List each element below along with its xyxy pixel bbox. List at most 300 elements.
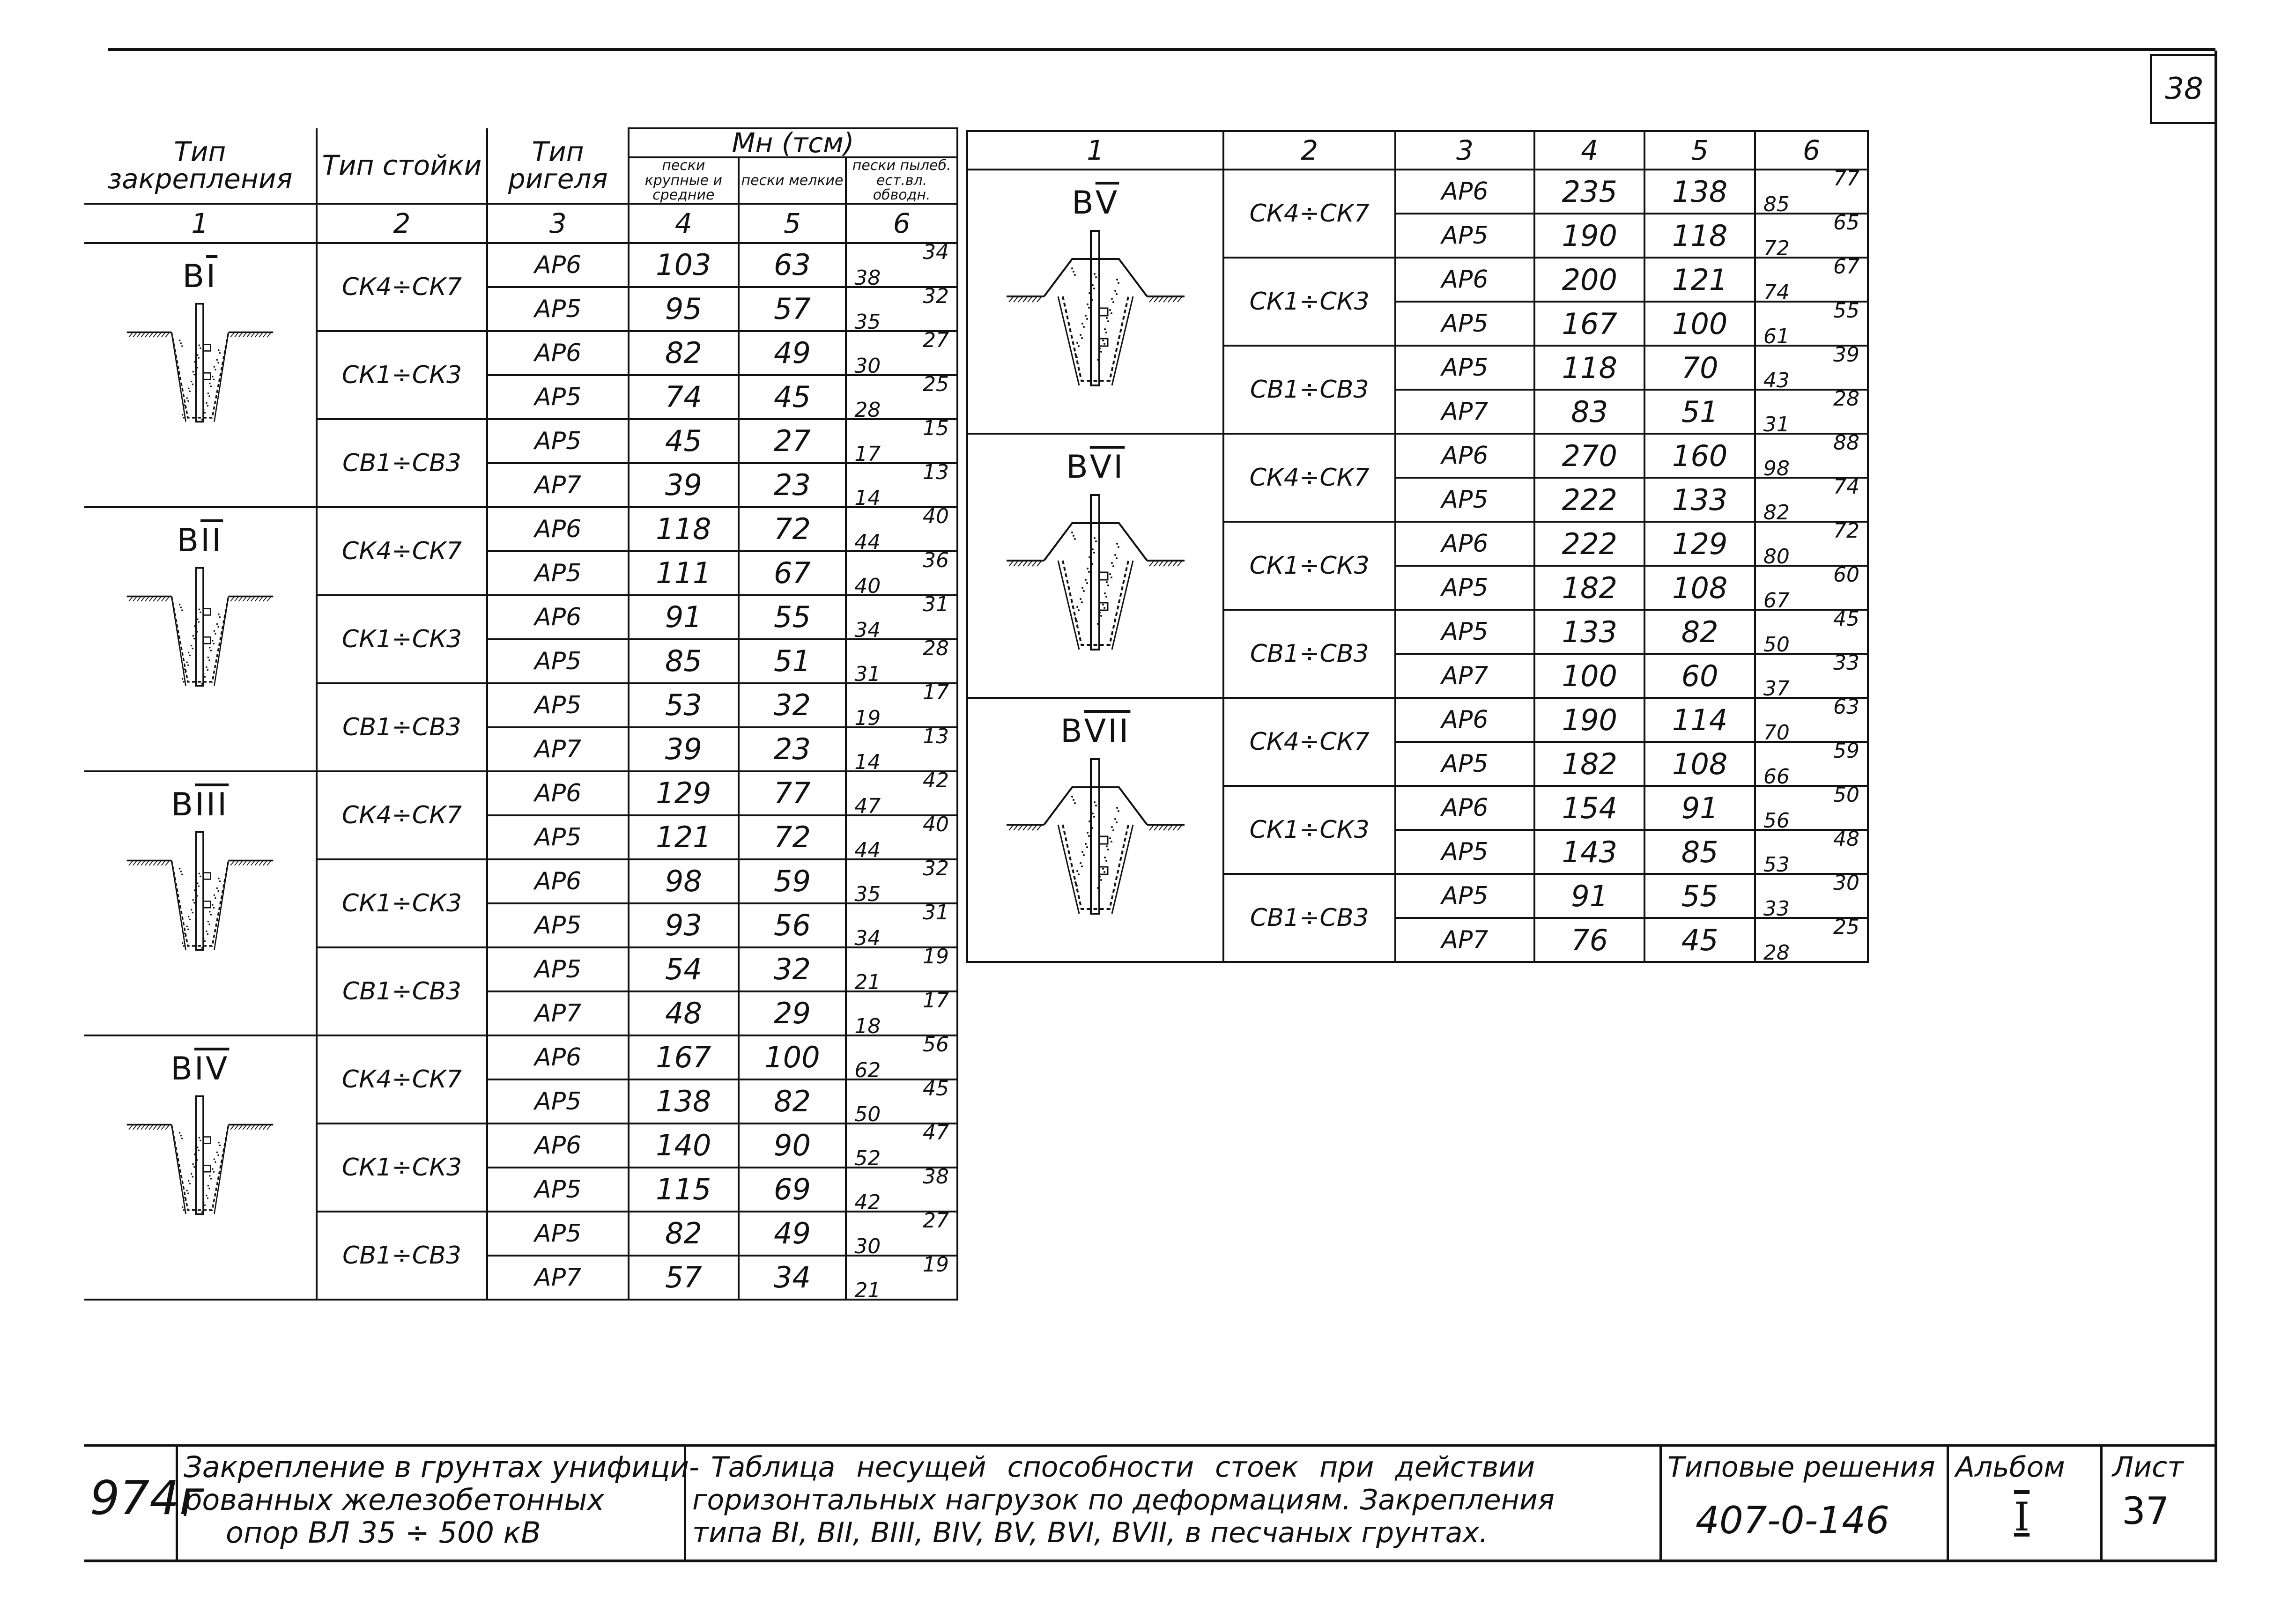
stand-type-cell: СВ1÷СВ3	[1223, 610, 1395, 698]
silty-sand-value-cell	[846, 988, 957, 1038]
coarse-sand-value-cell: 138	[629, 1079, 739, 1124]
fine-sand-value-cell: 90	[739, 1124, 846, 1168]
silty-sand-value-cell	[1755, 651, 1868, 701]
stand-type-cell: СК1÷СК3	[1223, 522, 1395, 610]
album-label: Альбом	[1955, 1451, 2065, 1484]
fine-sand-value-cell: 51	[1644, 390, 1755, 434]
silty-sand-natural-value: 50	[1763, 633, 1790, 657]
silty-sand-natural-value: 80	[1763, 545, 1790, 569]
colnum: 5	[1644, 131, 1755, 170]
description-line: Закрепление в грунтах унифици-	[184, 1450, 700, 1484]
silty-sand-natural-value: 56	[1763, 809, 1790, 833]
silty-sand-value-cell	[846, 680, 957, 730]
coarse-sand-value-cell: 182	[1534, 742, 1644, 786]
silty-sand-natural-value: 50	[854, 1102, 881, 1126]
silty-sand-value-cell	[846, 1032, 957, 1082]
silty-sand-natural-value: 61	[1763, 325, 1790, 348]
silty-sand-saturated-value: 31	[923, 900, 949, 924]
stand-type-cell: СК1÷СК3	[1223, 258, 1395, 346]
coarse-sand-value-cell: 74	[629, 375, 739, 419]
crossbar-code-cell: АР7	[487, 727, 629, 771]
fine-sand-value-cell: 45	[1644, 918, 1755, 962]
table-row	[84, 243, 957, 287]
coarse-sand-value-cell: 118	[629, 507, 739, 551]
fixing-type-cell	[967, 434, 1223, 698]
silty-sand-saturated-value: 36	[923, 548, 949, 572]
crossbar-code-cell: АР5	[1395, 830, 1534, 874]
silty-sand-value-cell	[846, 240, 957, 290]
silty-sand-natural-value: 44	[854, 530, 881, 554]
colnum: 6	[846, 204, 957, 243]
silty-sand-value-cell	[846, 592, 957, 642]
fine-sand-value-cell: 118	[1644, 214, 1755, 258]
silty-sand-natural-value: 33	[1763, 897, 1790, 921]
fixing-type-label: $В\overline{II}$	[177, 522, 223, 559]
silty-sand-value-cell	[846, 1076, 957, 1126]
crossbar-code-cell: АР6	[487, 771, 629, 815]
crossbar-code-cell: АР5	[487, 903, 629, 947]
fine-sand-value-cell: 72	[739, 815, 846, 859]
colnum: 1	[84, 204, 317, 243]
coarse-sand-value-cell: 95	[629, 287, 739, 331]
fine-sand-value-cell: 63	[739, 243, 846, 287]
silty-sand-saturated-value: 32	[923, 856, 949, 880]
silty-sand-natural-value: 62	[854, 1058, 881, 1082]
sheet-title-line: горизонтальных нагрузок по деформациям. Закрепления	[692, 1484, 1555, 1516]
silty-sand-natural-value: 30	[854, 354, 881, 378]
fine-sand-value-cell: 32	[739, 947, 846, 991]
stand-type-cell: СК4÷СК7	[1223, 698, 1395, 786]
coarse-sand-value-cell: 100	[1534, 654, 1644, 698]
crossbar-code-cell: АР6	[487, 859, 629, 903]
silty-sand-saturated-value: 30	[1833, 871, 1859, 895]
fine-sand-value-cell: 55	[1644, 874, 1755, 918]
silty-sand-value-cell	[1755, 299, 1868, 348]
silty-sand-natural-value: 74	[1763, 281, 1790, 304]
trench-fixing-diagram-icon	[111, 1092, 289, 1247]
fixing-type-cell	[84, 1035, 317, 1300]
crossbar-code-cell: АР5	[487, 639, 629, 683]
fine-sand-value-cell: 114	[1644, 698, 1755, 742]
mound-fixing-diagram-icon	[995, 754, 1196, 932]
fixing-type-label: $В\overline{VII}$	[1060, 713, 1131, 750]
fixing-type-label: $В\overline{VI}$	[1066, 449, 1125, 486]
table-row	[84, 507, 957, 551]
coarse-sand-value-cell: 39	[629, 727, 739, 771]
coarse-sand-value-cell: 93	[629, 903, 739, 947]
silty-sand-saturated-value: 25	[1833, 915, 1859, 939]
title-block-top-line	[84, 1444, 2217, 1447]
fixing-type-label: $В\overline{V}$	[1072, 185, 1119, 222]
table-row	[967, 170, 1868, 214]
coarse-sand-value-cell: 57	[629, 1256, 739, 1300]
fixing-type-roman: $\overline{III}$	[195, 786, 229, 823]
table-row	[967, 434, 1868, 478]
coarse-sand-value-cell: 200	[1534, 258, 1644, 302]
fine-sand-value-cell: 100	[1644, 302, 1755, 346]
silty-sand-value-cell	[1755, 167, 1868, 216]
silty-sand-natural-value: 52	[854, 1146, 881, 1170]
fine-sand-value-cell: 27	[739, 419, 846, 463]
silty-sand-value-cell	[1755, 475, 1868, 525]
colnum: 3	[1395, 131, 1534, 170]
silty-sand-natural-value: 31	[1763, 413, 1790, 436]
coarse-sand-value-cell: 98	[629, 859, 739, 903]
silty-sand-saturated-value: 59	[1833, 739, 1859, 763]
silty-sand-natural-value: 34	[854, 618, 881, 642]
fine-sand-value-cell: 69	[739, 1168, 846, 1212]
silty-sand-value-cell	[1755, 739, 1868, 789]
silty-sand-value-cell	[1755, 695, 1868, 745]
colnum: 4	[629, 204, 739, 243]
fine-sand-value-cell: 55	[739, 595, 846, 639]
stand-type-cell: СВ1÷СВ3	[317, 1212, 488, 1300]
silty-sand-natural-value: 17	[854, 442, 881, 466]
sheet-title-line: типа ВI, ВII, ВIII, ВIV, ВV, ВVI, ВVII, в песчаных грунтах.	[692, 1516, 1489, 1549]
mound-fixing-diagram-icon	[995, 490, 1196, 668]
crossbar-code-cell: АР6	[487, 243, 629, 287]
silty-sand-saturated-value: 13	[923, 724, 949, 748]
coarse-sand-value-cell: 118	[1534, 346, 1644, 390]
coarse-sand-value-cell: 270	[1534, 434, 1644, 478]
silty-sand-saturated-value: 40	[923, 504, 949, 528]
header-fine-sand: пески мелкие	[739, 157, 846, 204]
silty-sand-natural-value: 38	[854, 266, 881, 290]
crossbar-code-cell: АР7	[487, 991, 629, 1035]
crossbar-code-cell: АР5	[487, 375, 629, 419]
silty-sand-value-cell	[846, 944, 957, 994]
silty-sand-saturated-value: 77	[1833, 167, 1859, 191]
trench-fixing-diagram-icon	[111, 300, 289, 454]
silty-sand-saturated-value: 32	[923, 284, 949, 308]
stand-type-cell: СК1÷СК3	[317, 595, 488, 683]
mound-fixing-diagram-icon	[995, 226, 1196, 404]
bottom-frame-line	[84, 1560, 2217, 1562]
silty-sand-natural-value: 14	[854, 486, 881, 510]
crossbar-code-cell: АР5	[487, 1079, 629, 1124]
silty-sand-saturated-value: 38	[923, 1164, 949, 1189]
silty-sand-natural-value: 34	[854, 926, 881, 950]
fine-sand-value-cell: 49	[739, 331, 846, 375]
silty-sand-saturated-value: 55	[1833, 299, 1859, 323]
silty-sand-natural-value: 28	[854, 398, 881, 422]
silty-sand-value-cell	[846, 328, 957, 378]
coarse-sand-value-cell: 45	[629, 419, 739, 463]
title-block-divider	[2100, 1446, 2103, 1560]
stand-type-cell: СВ1÷СВ3	[317, 947, 488, 1035]
fine-sand-value-cell: 121	[1644, 258, 1755, 302]
silty-sand-value-cell	[1755, 915, 1868, 965]
crossbar-code-cell: АР7	[487, 463, 629, 507]
fine-sand-value-cell: 70	[1644, 346, 1755, 390]
silty-sand-saturated-value: 45	[923, 1076, 949, 1101]
silty-sand-natural-value: 72	[1763, 237, 1790, 260]
fine-sand-value-cell: 23	[739, 463, 846, 507]
coarse-sand-value-cell: 167	[1534, 302, 1644, 346]
silty-sand-value-cell	[846, 504, 957, 554]
fine-sand-value-cell: 129	[1644, 522, 1755, 566]
crossbar-code-cell: АР6	[487, 1124, 629, 1168]
crossbar-code-cell: АР7	[1395, 654, 1534, 698]
stand-type-cell: СК1÷СК3	[317, 1124, 488, 1212]
silty-sand-natural-value: 21	[854, 1278, 881, 1302]
silty-sand-value-cell	[846, 1120, 957, 1170]
crossbar-code-cell: АР6	[1395, 434, 1534, 478]
silty-sand-value-cell	[846, 460, 957, 510]
silty-sand-value-cell	[846, 636, 957, 686]
silty-sand-natural-value: 14	[854, 750, 881, 774]
silty-sand-value-cell	[846, 284, 957, 334]
crossbar-code-cell: АР5	[487, 419, 629, 463]
silty-sand-saturated-value: 25	[923, 372, 949, 396]
coarse-sand-value-cell: 121	[629, 815, 739, 859]
crossbar-code-cell: АР5	[487, 1168, 629, 1212]
crossbar-code-cell: АР5	[487, 287, 629, 331]
fine-sand-value-cell: 72	[739, 507, 846, 551]
silty-sand-value-cell	[1755, 255, 1868, 304]
silty-sand-value-cell	[1755, 563, 1868, 613]
coarse-sand-value-cell: 83	[1534, 390, 1644, 434]
silty-sand-saturated-value: 19	[923, 1252, 949, 1277]
stand-type-cell: СК1÷СК3	[317, 331, 488, 419]
colnum: 2	[317, 204, 488, 243]
silty-sand-saturated-value: 31	[923, 592, 949, 616]
silty-sand-value-cell	[1755, 211, 1868, 260]
silty-sand-saturated-value: 47	[923, 1120, 949, 1145]
stand-type-cell: СК4÷СК7	[317, 507, 488, 595]
silty-sand-natural-value: 53	[1763, 853, 1790, 877]
colnum: 2	[1223, 131, 1395, 170]
silty-sand-saturated-value: 88	[1833, 431, 1859, 455]
table-row	[84, 1035, 957, 1079]
silty-sand-natural-value: 85	[1763, 192, 1790, 216]
table-row	[967, 698, 1868, 742]
fine-sand-value-cell: 108	[1644, 566, 1755, 610]
header-crossbar-type: Тип ригеля	[487, 128, 629, 204]
silty-sand-value-cell	[846, 1252, 957, 1302]
top-border-line	[108, 48, 2215, 51]
coarse-sand-value-cell: 39	[629, 463, 739, 507]
colnum: 1	[967, 131, 1223, 170]
silty-sand-value-cell	[846, 900, 957, 950]
crossbar-code-cell: АР5	[1395, 742, 1534, 786]
crossbar-code-cell: АР6	[1395, 170, 1534, 214]
crossbar-code-cell: АР5	[487, 947, 629, 991]
silty-sand-saturated-value: 67	[1833, 255, 1859, 279]
crossbar-code-cell: АР6	[487, 331, 629, 375]
silty-sand-saturated-value: 15	[923, 416, 949, 440]
fine-sand-value-cell: 138	[1644, 170, 1755, 214]
coarse-sand-value-cell: 91	[629, 595, 739, 639]
series-label: Типовые решения	[1667, 1451, 1935, 1484]
silty-sand-natural-value: 31	[854, 662, 881, 686]
coarse-sand-value-cell: 222	[1534, 522, 1644, 566]
silty-sand-value-cell	[1755, 519, 1868, 569]
header-coarse-sand: пески крупные и средние	[629, 157, 739, 204]
fine-sand-value-cell: 91	[1644, 786, 1755, 830]
silty-sand-natural-value: 18	[854, 1014, 881, 1038]
drawing-code: 974г	[90, 1471, 204, 1525]
fine-sand-value-cell: 57	[739, 287, 846, 331]
silty-sand-natural-value: 82	[1763, 501, 1790, 525]
right-column-numbers	[967, 131, 1868, 170]
left-column-numbers	[84, 204, 957, 243]
silty-sand-saturated-value: 27	[923, 328, 949, 352]
fixing-type-cell	[967, 698, 1223, 962]
silty-sand-natural-value: 44	[854, 838, 881, 862]
fine-sand-value-cell: 49	[739, 1212, 846, 1256]
coarse-sand-value-cell: 129	[629, 771, 739, 815]
silty-sand-natural-value: 35	[854, 310, 881, 334]
crossbar-code-cell: АР5	[1395, 214, 1534, 258]
crossbar-code-cell: АР7	[1395, 918, 1534, 962]
colnum: 5	[739, 204, 846, 243]
silty-sand-saturated-value: 50	[1833, 783, 1859, 807]
silty-sand-value-cell	[846, 372, 957, 422]
fine-sand-value-cell: 85	[1644, 830, 1755, 874]
fine-sand-value-cell: 100	[739, 1035, 846, 1079]
fixing-type-cell	[84, 771, 317, 1035]
silty-sand-value-cell	[1755, 343, 1868, 392]
title-block-divider	[1659, 1446, 1662, 1560]
fine-sand-value-cell: 59	[739, 859, 846, 903]
coarse-sand-value-cell: 85	[629, 639, 739, 683]
silty-sand-saturated-value: 65	[1833, 211, 1859, 235]
silty-sand-value-cell	[846, 856, 957, 906]
silty-sand-saturated-value: 28	[1833, 387, 1859, 411]
crossbar-code-cell: АР6	[487, 595, 629, 639]
fine-sand-value-cell: 29	[739, 991, 846, 1035]
left-capacity-table	[84, 127, 958, 1301]
trench-fixing-diagram-icon	[111, 828, 289, 983]
fine-sand-value-cell: 51	[739, 639, 846, 683]
crossbar-code-cell: АР5	[1395, 478, 1534, 522]
crossbar-code-cell: АР5	[487, 551, 629, 595]
silty-sand-saturated-value: 45	[1833, 607, 1859, 631]
coarse-sand-value-cell: 190	[1534, 214, 1644, 258]
coarse-sand-value-cell: 167	[629, 1035, 739, 1079]
silty-sand-saturated-value: 74	[1833, 475, 1859, 499]
silty-sand-value-cell	[1755, 387, 1868, 436]
silty-sand-saturated-value: 19	[923, 944, 949, 968]
fine-sand-value-cell: 23	[739, 727, 846, 771]
stand-type-cell: СВ1÷СВ3	[317, 683, 488, 771]
silty-sand-natural-value: 35	[854, 882, 881, 906]
silty-sand-value-cell	[846, 1164, 957, 1214]
silty-sand-natural-value: 47	[854, 794, 881, 818]
coarse-sand-value-cell: 53	[629, 683, 739, 727]
stand-type-cell: СК1÷СК3	[317, 859, 488, 947]
crossbar-code-cell: АР7	[1395, 390, 1534, 434]
coarse-sand-value-cell: 111	[629, 551, 739, 595]
crossbar-code-cell: АР5	[487, 683, 629, 727]
silty-sand-natural-value: 28	[1763, 941, 1790, 965]
colnum: 3	[487, 204, 629, 243]
silty-sand-value-cell	[1755, 607, 1868, 657]
stand-type-cell: СК1÷СК3	[1223, 786, 1395, 874]
crossbar-code-cell: АР5	[487, 1212, 629, 1256]
fixing-type-roman: $\overline{V}$	[1095, 185, 1119, 222]
crossbar-code-cell: АР5	[487, 815, 629, 859]
coarse-sand-value-cell: 143	[1534, 830, 1644, 874]
silty-sand-natural-value: 37	[1763, 677, 1790, 701]
coarse-sand-value-cell: 54	[629, 947, 739, 991]
silty-sand-natural-value: 70	[1763, 721, 1790, 745]
silty-sand-saturated-value: 40	[923, 812, 949, 836]
crossbar-code-cell: АР5	[1395, 566, 1534, 610]
coarse-sand-value-cell: 76	[1534, 918, 1644, 962]
coarse-sand-value-cell: 182	[1534, 566, 1644, 610]
stand-type-cell: СВ1÷СВ3	[1223, 874, 1395, 962]
fixing-type-cell	[967, 170, 1223, 434]
fine-sand-value-cell: 56	[739, 903, 846, 947]
coarse-sand-value-cell: 91	[1534, 874, 1644, 918]
colnum: 6	[1755, 131, 1868, 170]
drawing-description	[184, 1451, 699, 1549]
stand-type-cell: СК4÷СК7	[317, 771, 488, 859]
fixing-type-roman: $\overline{IV}$	[194, 1050, 230, 1087]
silty-sand-saturated-value: 39	[1833, 343, 1859, 367]
stand-type-cell: СК4÷СК7	[1223, 434, 1395, 522]
silty-sand-saturated-value: 17	[923, 680, 949, 704]
crossbar-code-cell: АР6	[1395, 698, 1534, 742]
series-number: 407-0-146	[1696, 1499, 1890, 1542]
sheet-title-line: Таблица несущей способности стоек при действии	[711, 1451, 1535, 1484]
silty-sand-saturated-value: 42	[923, 768, 949, 792]
right-frame-line	[2215, 51, 2217, 1561]
silty-sand-natural-value: 66	[1763, 765, 1790, 789]
stand-type-cell: СК4÷СК7	[317, 1035, 488, 1124]
fine-sand-value-cell: 67	[739, 551, 846, 595]
fixing-type-cell	[84, 507, 317, 771]
silty-sand-value-cell	[846, 724, 957, 774]
crossbar-code-cell: АР5	[1395, 874, 1534, 918]
silty-sand-saturated-value: 34	[923, 240, 949, 264]
crossbar-code-cell: АР6	[487, 507, 629, 551]
sheet-title	[692, 1451, 1555, 1549]
silty-sand-saturated-value: 60	[1833, 563, 1859, 587]
fine-sand-value-cell: 45	[739, 375, 846, 419]
right-capacity-table	[966, 130, 1869, 963]
description-line: опор ВЛ 35 ÷ 500 кВ	[226, 1515, 541, 1550]
silty-sand-saturated-value: 27	[923, 1208, 949, 1233]
silty-sand-value-cell	[846, 416, 957, 466]
fine-sand-value-cell: 160	[1644, 434, 1755, 478]
silty-sand-saturated-value: 63	[1833, 695, 1859, 719]
fixing-type-label: $В\overline{III}$	[171, 786, 229, 823]
page-number: 38	[2150, 54, 2216, 124]
fine-sand-value-cell: 108	[1644, 742, 1755, 786]
stand-type-cell: СК4÷СК7	[317, 243, 488, 331]
album-number: I	[2014, 1494, 2030, 1540]
coarse-sand-value-cell: 82	[629, 331, 739, 375]
coarse-sand-value-cell: 222	[1534, 478, 1644, 522]
silty-sand-natural-value: 42	[854, 1190, 881, 1214]
silty-sand-saturated-value: 28	[923, 636, 949, 660]
fixing-type-roman: $\overline{II}$	[200, 522, 223, 559]
crossbar-code-cell: АР6	[1395, 258, 1534, 302]
silty-sand-natural-value: 67	[1763, 589, 1790, 613]
coarse-sand-value-cell: 48	[629, 991, 739, 1035]
silty-sand-value-cell	[1755, 783, 1868, 833]
silty-sand-natural-value: 98	[1763, 457, 1790, 480]
colnum: 4	[1534, 131, 1644, 170]
silty-sand-value-cell	[846, 812, 957, 862]
silty-sand-saturated-value: 56	[923, 1032, 949, 1057]
coarse-sand-value-cell: 133	[1534, 610, 1644, 654]
silty-sand-value-cell	[1755, 431, 1868, 480]
table-row	[84, 771, 957, 815]
